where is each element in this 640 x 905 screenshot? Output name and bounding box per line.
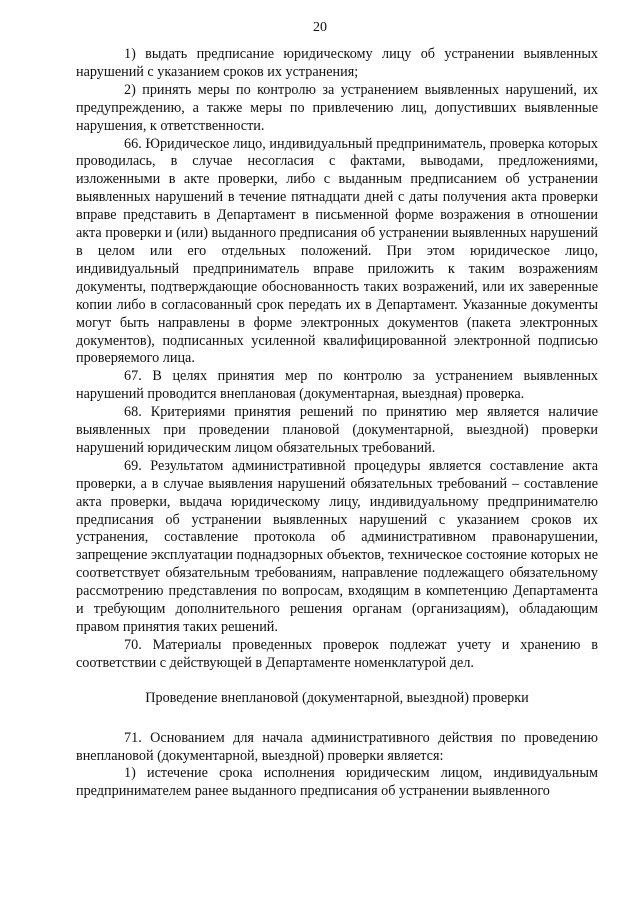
paragraph-70: 70. Материалы проведенных проверок подлежат учету и хранению в соответствии с действующей в Департаменте номенклатурой дел. — [76, 636, 598, 671]
document-body — [76, 46, 598, 801]
paragraph-71-item-1: 1) истечение срока исполнения юридическим лицом, индивидуальным предпринимателем ранее выданного предписания об устранении выявленного — [76, 765, 598, 800]
section-heading: Проведение внеплановой (документарной, выездной) проверки — [145, 689, 529, 706]
paragraph-67: 67. В целях принятия мер по контролю за устранением выявленных нарушений проводится внеплановая (документарная, выездная) проверка. — [76, 368, 598, 403]
paragraph-69: 69. Результатом административной процедуры является составление акта проверки, а в случае выявления нарушений обязательных требований – составление акта проверки, выдача юридическому лицу, индивидуальному предпринимателю предписания об устранении выявленных нарушений с указанием сроков их устранения, составление протокола об административном правонарушении, запрещение эксплуатации поднадзорных объектов, техническое состояние которых не соответствует обязательным требованиям, направление подлежащего обязательному рассмотрению представления по вопросам, входящим в компетенцию Департамента и требующим дополнительного решения органам (организациям), обладающим правом принятия таких решений. — [76, 457, 598, 635]
paragraph-71: 71. Основанием для начала административного действия по проведению внеплановой (документарной, выездной) проверки является: — [76, 729, 598, 764]
paragraph-item-2: 2) принять меры по контролю за устранением выявленных нарушений, их предупреждению, а также меры по привлечению лиц, допустивших выявленные нарушения, к ответственности. — [76, 81, 598, 134]
paragraph-68: 68. Критериями принятия решений по принятию мер является наличие выявленных при проведении плановой (документарной, выездной) проверки нарушений юридическим лицом обязательных требований. — [76, 404, 598, 456]
paragraph-item-1: 1) выдать предписание юридическому лицу об устранении выявленных нарушений с указанием сроков их устранения; — [76, 46, 598, 80]
page-number: 20 — [313, 20, 327, 35]
paragraph-66: 66. Юридическое лицо, индивидуальный предприниматель, проверка которых проводилась, в случае несогласия с фактами, выводами, предложениями, изложенными в акте проверки, либо с выданным предписанием об устранении выявленных нарушений в течение пятнадцати дней с даты получения акта проверки вправе представить в Департамент в письменной форме возражения в отношении акта проверки и (или) выданного предписания об устранении выявленных нарушений в целом или его отдельных положений. При этом юридическое лицо, индивидуальный предприниматель вправе приложить к таким возражениям документы, подтверждающие обоснованность таких возражений, или их заверенные копии либо в согласованный срок передать их в Департамент. Указанные документы могут быть направлены в форме электронных документов (пакета электронных документов), подписанных усиленной квалифицированной электронной подписью проверяемого лица. — [76, 135, 598, 367]
